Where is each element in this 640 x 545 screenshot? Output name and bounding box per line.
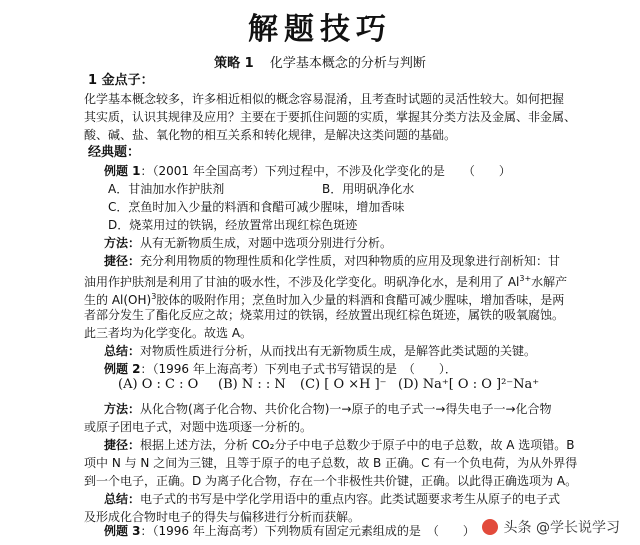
formula-c: [300, 377, 387, 392]
strategy-topic: 化学基本概念的分析与判断: [269, 56, 426, 71]
example-3-stem: [104, 522, 475, 540]
formula-a-body: O : C : O: [141, 377, 199, 392]
subscript-3: 3: [151, 292, 157, 301]
strategy-heading: [0, 52, 640, 71]
shortcut-label: 捷径：: [104, 254, 141, 268]
formula-d-label: (D): [398, 377, 419, 392]
example-2-label: 例题 2: [104, 362, 141, 376]
formula-b-body: N : : N: [241, 377, 286, 392]
shortcut-text: 水解产: [531, 275, 568, 289]
shortcut-text: 生的 Al(OH): [84, 293, 152, 307]
watermark: [476, 515, 626, 539]
summary-label: 总结：: [104, 492, 141, 506]
example-1-option-c: C．烹鱼时加入少量的料酒和食醋可减少腥味，增加香味: [108, 200, 405, 214]
example-2-summary-1: [104, 490, 560, 508]
method-label: 方法：: [104, 236, 141, 250]
formula-d-body: Na⁺[ O : O ]²⁻Na⁺: [422, 377, 540, 392]
intro-line-3: 酸、碱、盐、氧化物的相互关系和转化规律，是解决这类问题的基础。: [84, 128, 457, 142]
ion-charge: 3+: [519, 274, 532, 283]
example-2-question: ：（1996 年上海高考）下列电子式书写错误的是 （ ）．: [140, 362, 457, 376]
example-1-shortcut-4: 者部分发生了酯化反应之故；烧菜用过的铁锅，经放置出现红棕色斑迹，属铁的吸氧腐蚀。: [84, 308, 565, 322]
example-2-shortcut-3: 到一个电子，正确。D 为离子化合物，存在一个非极性共价键，正确。以此得正确选项为 A。: [84, 474, 578, 488]
shortcut-text: 充分利用物质的物理性质和化学性质，对四种物质的应用及现象进行剖析知：甘: [140, 254, 561, 268]
example-1-option-a: A．甘油加水作护肤剂: [108, 182, 225, 196]
example-1-question: ：（2001 年全国高考）下列过程中，不涉及化学变化的是 （ ）: [140, 164, 511, 178]
classic-heading: 经典题：: [88, 145, 141, 160]
shortcut-label: 捷径：: [104, 438, 141, 452]
example-1-shortcut-1: [104, 252, 560, 270]
example-1-shortcut-5: 此三者均为化学变化。故选 A。: [84, 326, 253, 340]
example-2-summary-2: 及形成化合物时电子的得失与偏移进行分析而获解。: [84, 510, 361, 524]
example-1-method: [104, 234, 392, 252]
intro-line-1: 化学基本概念较多，许多相近相似的概念容易混淆，且考查时试题的灵活性较大。如何把握: [84, 92, 565, 106]
summary-text: 电子式的书写是中学化学用语中的重点内容。此类试题要求考生从原子的电子式: [140, 492, 561, 506]
summary-label: 总结：: [104, 344, 141, 358]
example-2-stem: [104, 360, 457, 378]
formula-a: [118, 377, 198, 392]
section-heading: 1 金点子：: [88, 73, 154, 88]
formula-d: [398, 377, 539, 392]
strategy-number: 策略 1: [214, 56, 254, 71]
formula-b: [218, 377, 286, 392]
formula-c-label: (C): [300, 377, 321, 392]
formula-a-label: (A): [118, 377, 138, 392]
shortcut-text: 根据上述方法，分析 CO₂分子中电子总数少于原子中的电子总数，故 A 选项错。B: [140, 438, 575, 452]
example-1-option-b: B．用明矾净化水: [322, 182, 415, 196]
platform-logo-icon: [482, 519, 498, 535]
example-2-method-1: [104, 400, 552, 418]
watermark-text: 头条 @学长说学习: [503, 520, 620, 536]
example-1-option-d: D．烧菜用过的铁锅，经放置常出现红棕色斑迹: [108, 218, 358, 232]
example-2-shortcut-1: [104, 436, 575, 454]
shortcut-text: 油用作护肤剂是利用了甘油的吸水性，不涉及化学变化。明矾净化水，是利用了 Al: [84, 275, 520, 289]
formula-b-label: (B): [218, 377, 238, 392]
method-text: 从有无新物质生成，对题中选项分别进行分析。: [140, 236, 393, 250]
example-1-stem: [104, 162, 511, 180]
formula-c-body: [ O ×H ]⁻: [324, 377, 387, 392]
method-text: 从化合物(离子化合物、共价化合物)一→原子的电子式一→得失电子一→化合物: [140, 402, 552, 416]
example-2-shortcut-2: 项中 N 与 N 之间为三键，且等于原子的电子总数，故 B 正确。C 有一个负电荷，为从外界得: [84, 456, 578, 470]
example-1-summary: [104, 342, 536, 360]
example-3-question: ：（1996 年上海高考）下列物质有固定元素组成的是 （ ）: [140, 524, 475, 538]
summary-text: 对物质性质进行分析，从而找出有无新物质生成，是解答此类试题的关键。: [140, 344, 537, 358]
example-1-label: 例题 1: [104, 164, 141, 178]
shortcut-text: 胶体的吸附作用；烹鱼时加入少量的料酒和食醋可减少腥味，增加香味，是两: [156, 293, 565, 307]
method-label: 方法：: [104, 402, 141, 416]
example-2-method-2: 或原子团电子式，对题中选项逐一分析的。: [84, 420, 313, 434]
page-title: 解题技巧: [248, 12, 392, 47]
example-3-label: 例题 3: [104, 524, 141, 538]
intro-line-2: 其实质，认识其规律及应用？主要在于要抓住问题的实质，掌握其分类方法及金属、非金属、: [84, 110, 577, 124]
